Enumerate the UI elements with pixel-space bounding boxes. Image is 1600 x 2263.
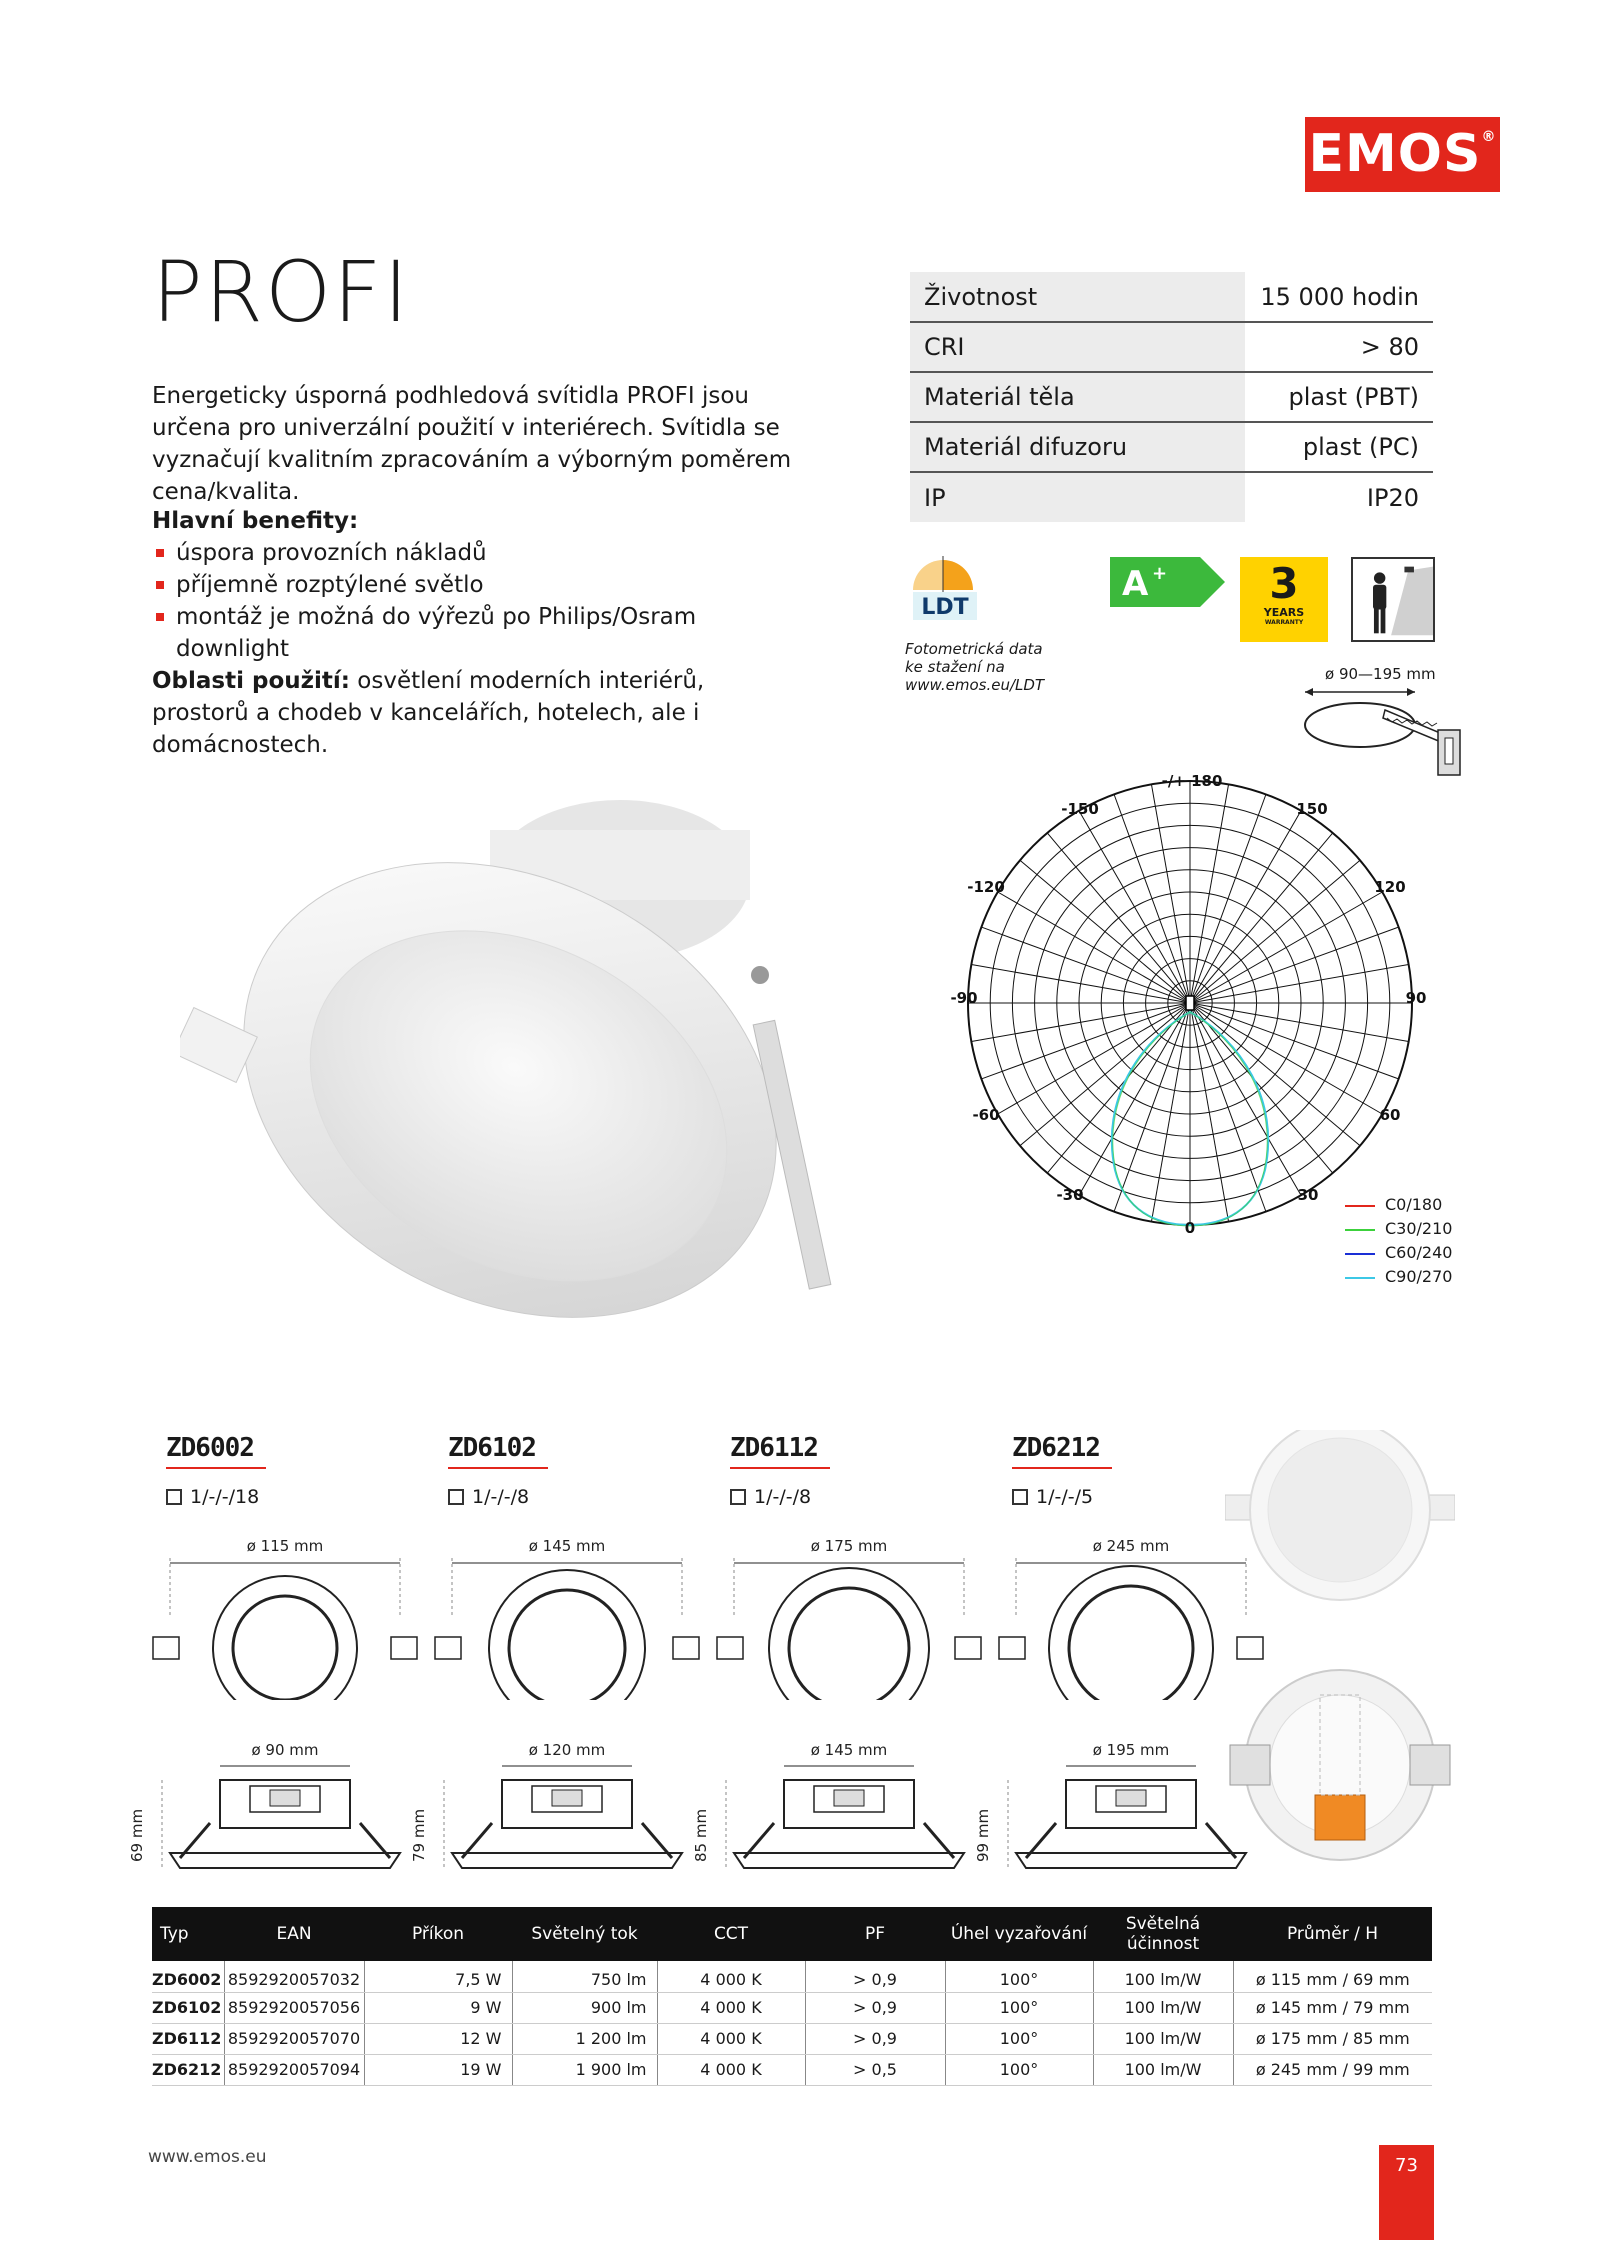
table-cell: ZD6102: [152, 1992, 224, 2023]
table-cell: 100 lm/W: [1093, 2023, 1233, 2054]
pack-value: 1/-/-/8: [754, 1486, 812, 1508]
benefit-item: montáž je možná do výřezů po Philips/Osram downlight: [152, 601, 792, 665]
table-cell: > 0,5: [805, 2054, 945, 2085]
product-front-photo: [1225, 1430, 1455, 1605]
table-cell: > 0,9: [805, 2023, 945, 2054]
polar-label: 60: [1379, 1106, 1401, 1124]
table-header: PF: [805, 1907, 945, 1961]
table-cell: ø 115 mm / 69 mm: [1233, 1961, 1432, 1992]
package-icon: [730, 1489, 746, 1505]
warranty-number: 3: [1269, 559, 1299, 608]
cutout-label: ø 90 mm: [251, 1741, 319, 1759]
spec-key: IP: [910, 472, 1245, 522]
cutout-range-label: ø 90—195 mm: [1325, 665, 1436, 683]
table-cell: ø 145 mm / 79 mm: [1233, 1992, 1432, 2023]
spec-value: plast (PBT): [1245, 372, 1433, 422]
legend-label: C90/270: [1385, 1267, 1453, 1286]
table-cell: 4 000 K: [657, 2054, 805, 2085]
table-header: EAN: [224, 1907, 364, 1961]
top-view-drawing: [714, 1555, 984, 1700]
polar-label: 150: [1296, 800, 1328, 818]
pack-info: [1012, 1486, 1093, 1508]
table-header: CCT: [657, 1907, 805, 1961]
height-label: 69 mm: [128, 1808, 146, 1862]
pack-info: [448, 1486, 529, 1508]
table-row: [152, 1961, 1432, 1992]
polar-label: -150: [1061, 800, 1099, 818]
legend-item: [1345, 1195, 1442, 1214]
pack-value: 1/-/-/18: [190, 1486, 260, 1508]
top-view-drawing: [150, 1555, 420, 1700]
table-header: Typ: [152, 1907, 224, 1961]
cutout-label: ø 195 mm: [1092, 1741, 1170, 1759]
height-label: 85 mm: [692, 1808, 710, 1862]
spec-key: Materiál difuzoru: [910, 422, 1245, 472]
side-view-drawing: [714, 1758, 984, 1893]
table-cell: ø 245 mm / 99 mm: [1233, 2054, 1432, 2085]
usage-label: Oblasti použití:: [152, 668, 350, 694]
height-label: 99 mm: [974, 1808, 992, 1862]
emos-logo: EMOS®: [1305, 117, 1500, 192]
model-underline: [448, 1467, 548, 1469]
polar-label: -90: [950, 989, 978, 1007]
spec-value: plast (PC): [1245, 422, 1433, 472]
benefits-heading: Hlavní benefity:: [152, 508, 359, 534]
pack-info: [166, 1486, 259, 1508]
model-code: ZD6112: [730, 1433, 818, 1463]
diameter-label: ø 145 mm: [528, 1537, 606, 1555]
table-cell: 100°: [945, 1961, 1093, 1992]
table-header: Úhel vyzařování: [945, 1907, 1093, 1961]
person-beam-icon: [1351, 557, 1435, 642]
product-back-photo: [1220, 1665, 1460, 1865]
model-underline: [730, 1467, 830, 1469]
table-cell: 100 lm/W: [1093, 2054, 1233, 2085]
spec-value: IP20: [1366, 483, 1419, 512]
cutout-label: ø 120 mm: [528, 1741, 606, 1759]
ldt-label: LDT: [921, 595, 969, 620]
table-header: Příkon: [364, 1907, 512, 1961]
pack-value: 1/-/-/5: [1036, 1486, 1094, 1508]
table-cell: 1 200 lm: [512, 2023, 657, 2054]
spec-row: [910, 472, 1433, 522]
usage-body: osvětlení moderních interiérů, prostorů a chodeb v kancelářích, hotelech, ale i domácnostech.: [152, 668, 705, 758]
ldt-icon: [905, 550, 985, 625]
polar-center-marker: [1186, 996, 1194, 1010]
table-cell: 9 W: [364, 1992, 512, 2023]
benefits-section: [152, 505, 792, 665]
spec-row: [910, 422, 1433, 472]
spec-row: [910, 372, 1433, 422]
side-view-drawing: [150, 1758, 420, 1893]
table-cell: > 0,9: [805, 1961, 945, 1992]
product-table: [152, 1907, 1432, 2086]
benefit-item: úspora provozních nákladů: [152, 537, 792, 569]
spec-table: [910, 272, 1433, 522]
model-underline: [166, 1467, 266, 1469]
table-cell: 4 000 K: [657, 1961, 805, 1992]
usage-text: [152, 665, 772, 761]
table-header: Světelný tok: [512, 1907, 657, 1961]
benefits-list: [152, 537, 792, 665]
legend-item: [1345, 1267, 1452, 1286]
side-view-drawing: [432, 1758, 702, 1893]
warranty-badge: [1240, 557, 1328, 642]
legend-label: C30/210: [1385, 1219, 1453, 1238]
top-view-drawing: [432, 1555, 702, 1700]
table-cell: 100 lm/W: [1093, 1961, 1233, 1992]
table-cell: ZD6002: [152, 1961, 224, 1992]
energy-class-plus: +: [1152, 563, 1168, 584]
table-cell: 750 lm: [512, 1961, 657, 1992]
spec-key: CRI: [910, 322, 1245, 372]
footer-url[interactable]: www.emos.eu: [148, 2147, 267, 2167]
diameter-label: ø 115 mm: [246, 1537, 324, 1555]
legend-swatch: [1345, 1253, 1375, 1255]
table-cell: 100°: [945, 2023, 1093, 2054]
polar-label: 0: [1184, 1219, 1196, 1237]
legend-item: [1345, 1243, 1452, 1262]
table-cell: 8592920057056: [224, 1992, 364, 2023]
polar-label: 120: [1374, 878, 1406, 896]
legend-item: [1345, 1219, 1452, 1238]
polar-label: -/+ 180: [1161, 772, 1223, 790]
model-underline: [1012, 1467, 1112, 1469]
page-number: 73: [1379, 2145, 1434, 2240]
polar-label: 90: [1405, 989, 1427, 1007]
table-cell: 100°: [945, 2054, 1093, 2085]
polar-label: -30: [1056, 1186, 1084, 1204]
diameter-label: ø 245 mm: [1092, 1537, 1170, 1555]
table-cell: 8592920057070: [224, 2023, 364, 2054]
polar-label: 30: [1297, 1186, 1319, 1204]
polar-label: -60: [972, 1106, 1000, 1124]
warranty-label: WARRANTY: [1264, 619, 1304, 626]
intro-text: Energeticky úsporná podhledová svítidla PROFI jsou určena pro univerzální použití v interiérech. Svítidla se vyznačují kvalitním zpracováním a výborným poměrem cena/kvalita.: [152, 383, 792, 505]
table-cell: 8592920057094: [224, 2054, 364, 2085]
pack-value: 1/-/-/8: [472, 1486, 530, 1508]
ldt-caption: Fotometrická data ke stažení na www.emos.eu/LDT: [905, 640, 1045, 694]
table-cell: ø 175 mm / 85 mm: [1233, 2023, 1432, 2054]
package-icon: [166, 1489, 182, 1505]
package-icon: [448, 1489, 464, 1505]
table-cell: 1 900 lm: [512, 2054, 657, 2085]
spec-value: 15 000 hodin: [1245, 272, 1433, 322]
package-icon: [1012, 1489, 1028, 1505]
legend-swatch: [1345, 1229, 1375, 1231]
legend-swatch: [1345, 1277, 1375, 1279]
pack-info: [730, 1486, 811, 1508]
table-cell: 900 lm: [512, 1992, 657, 2023]
table-cell: 7,5 W: [364, 1961, 512, 1992]
cutout-label: ø 145 mm: [810, 1741, 888, 1759]
table-header-row: [152, 1907, 1432, 1961]
table-cell: ZD6112: [152, 2023, 224, 2054]
spec-value: > 80: [1245, 322, 1433, 372]
table-cell: 100°: [945, 1992, 1093, 2023]
legend-swatch: [1345, 1205, 1375, 1207]
spec-key: Životnost: [910, 272, 1245, 322]
energy-class-letter: A: [1122, 564, 1149, 604]
spec-row: [910, 322, 1433, 372]
energy-class-badge: [1110, 557, 1225, 607]
warranty-years: YEARS: [1263, 606, 1305, 619]
model-code: ZD6212: [1012, 1433, 1100, 1463]
table-cell: ZD6212: [152, 2054, 224, 2085]
table-header: Průměr / H: [1233, 1907, 1432, 1961]
table-cell: > 0,9: [805, 1992, 945, 2023]
table-cell: 19 W: [364, 2054, 512, 2085]
table-row: [152, 1992, 1432, 2023]
polar-label: -120: [967, 878, 1005, 896]
model-code: ZD6002: [166, 1433, 254, 1463]
table-header: Světelná účinnost: [1093, 1907, 1233, 1961]
diameter-label: ø 175 mm: [810, 1537, 888, 1555]
table-cell: 8592920057032: [224, 1961, 364, 1992]
table-cell: 12 W: [364, 2023, 512, 2054]
table-cell: 4 000 K: [657, 1992, 805, 2023]
product-photo: [180, 770, 880, 1370]
spec-row: [910, 272, 1433, 322]
model-code: ZD6102: [448, 1433, 536, 1463]
benefit-item: příjemně rozptýlené světlo: [152, 569, 792, 601]
table-cell: 4 000 K: [657, 2023, 805, 2054]
legend-label: C0/180: [1385, 1195, 1443, 1214]
height-label: 79 mm: [410, 1808, 428, 1862]
page-title: PROFI: [152, 243, 411, 341]
table-row: [152, 2054, 1432, 2085]
table-cell: 100 lm/W: [1093, 1992, 1233, 2023]
legend-label: C60/240: [1385, 1243, 1453, 1262]
table-row: [152, 2023, 1432, 2054]
spec-key: Materiál těla: [910, 372, 1245, 422]
